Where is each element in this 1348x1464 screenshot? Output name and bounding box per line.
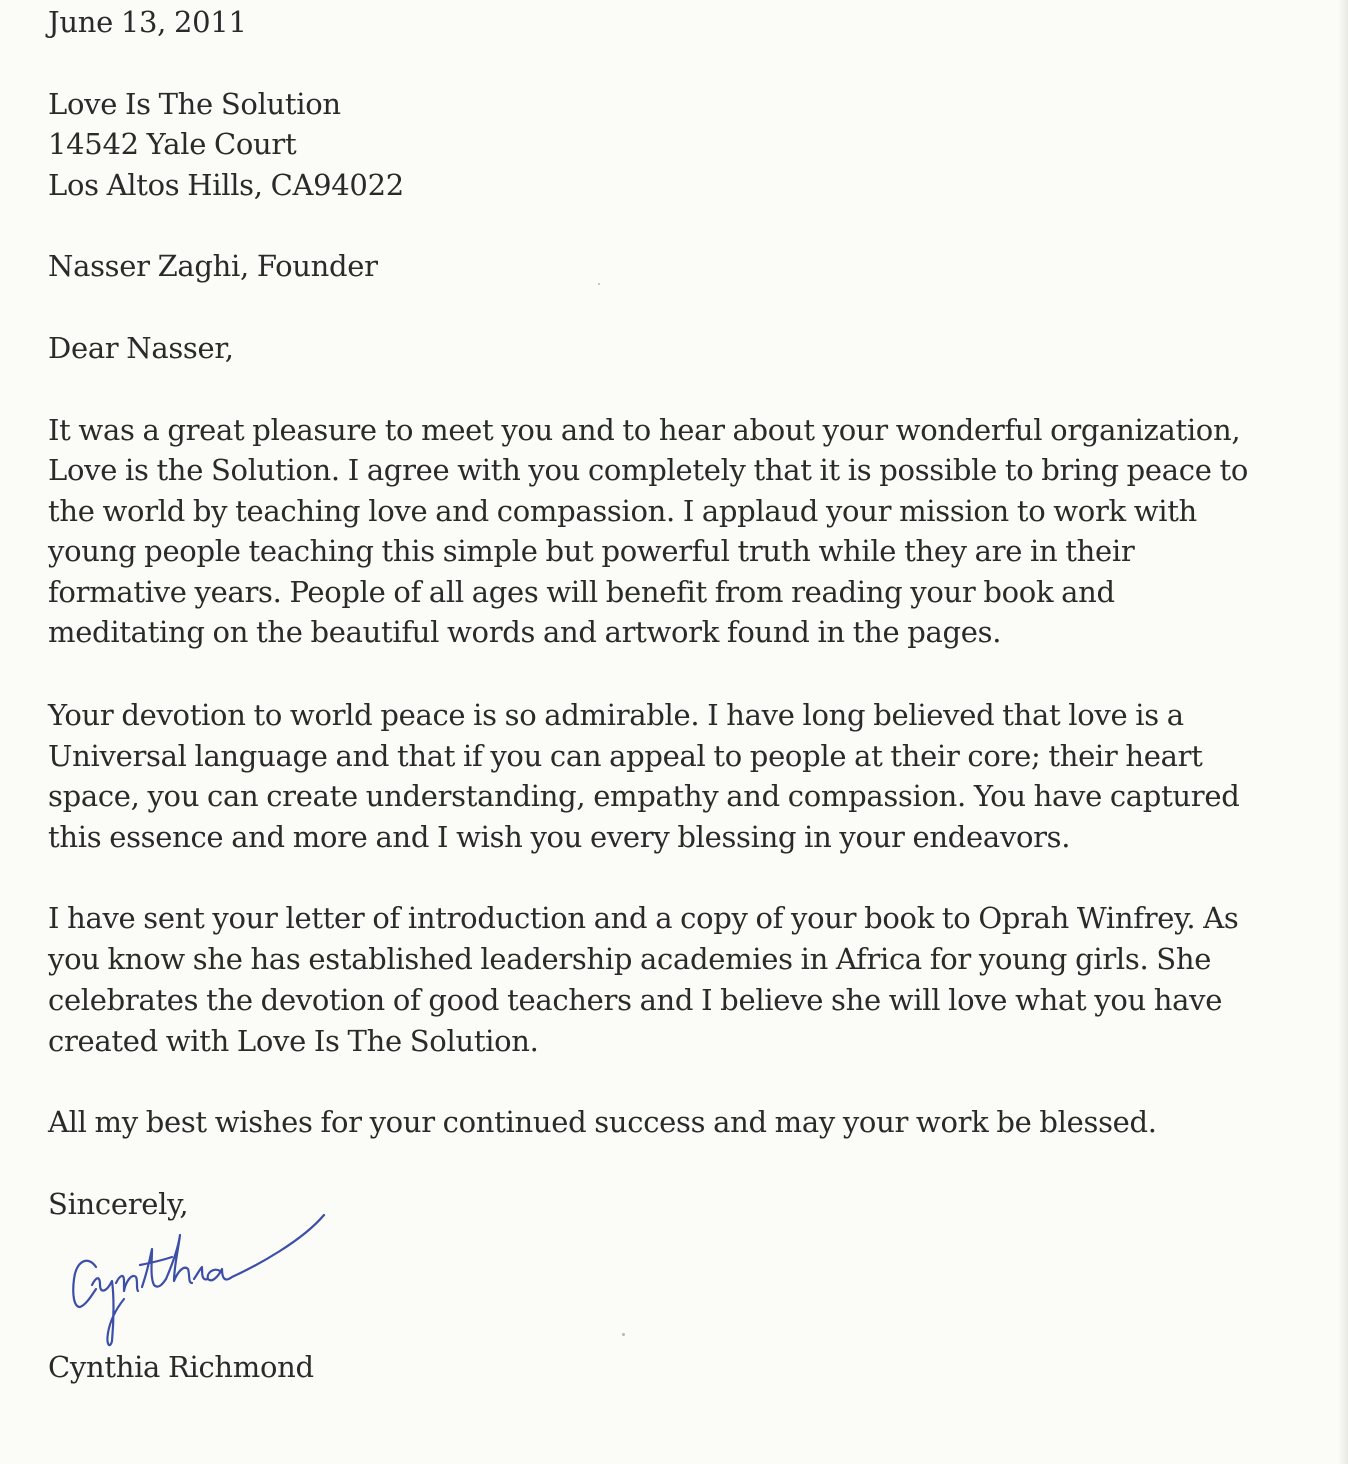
paragraph-line: It was a great pleasure to meet you and to hear about your wonderful organization, bbox=[48, 413, 1241, 447]
paragraph-line: space, you can create understanding, empathy and compassion. You have captured bbox=[48, 779, 1240, 813]
paragraph-line: formative years. People of all ages will benefit from reading your book and bbox=[48, 575, 1115, 609]
paper-speck bbox=[622, 1333, 625, 1336]
page-edge-shadow bbox=[1338, 0, 1348, 1464]
closing-line: All my best wishes for your continued success and may your work be blessed. bbox=[48, 1105, 1157, 1139]
recipient-street: 14542 Yale Court bbox=[48, 127, 297, 161]
recipient-org: Love Is The Solution bbox=[48, 87, 341, 121]
paragraph-line: Love is the Solution. I agree with you completely that it is possible to bring peace to bbox=[48, 453, 1249, 487]
sign-off: Sincerely, bbox=[48, 1187, 189, 1221]
letter-date: June 13, 2011 bbox=[48, 5, 247, 39]
paragraph-line: this essence and more and I wish you every blessing in your endeavors. bbox=[48, 820, 1071, 854]
salutation: Dear Nasser, bbox=[48, 331, 234, 365]
recipient-city: Los Altos Hills, CA94022 bbox=[48, 168, 404, 202]
handwritten-signature bbox=[62, 1195, 342, 1355]
paragraph-line: created with Love Is The Solution. bbox=[48, 1024, 539, 1058]
recipient-attention: Nasser Zaghi, Founder bbox=[48, 249, 378, 283]
paragraph-line: young people teaching this simple but powerful truth while they are in their bbox=[48, 534, 1135, 568]
paragraph-line: Your devotion to world peace is so admirable. I have long believed that love is a bbox=[48, 698, 1184, 732]
paragraph-line: celebrates the devotion of good teachers and I believe she will love what you have bbox=[48, 983, 1223, 1017]
paper-speck bbox=[598, 283, 600, 285]
paragraph-line: meditating on the beautiful words and artwork found in the pages. bbox=[48, 615, 1002, 649]
signer-name: Cynthia Richmond bbox=[48, 1350, 314, 1384]
paragraph-line: you know she has established leadership academies in Africa for young girls. She bbox=[48, 942, 1212, 976]
paragraph-line: Universal language and that if you can appeal to people at their core; their heart bbox=[48, 739, 1203, 773]
paragraph-line: I have sent your letter of introduction and a copy of your book to Oprah Winfrey. As bbox=[48, 901, 1239, 935]
signature-strokes bbox=[73, 1215, 324, 1345]
paragraph-line: the world by teaching love and compassion. I applaud your mission to work with bbox=[48, 494, 1197, 528]
